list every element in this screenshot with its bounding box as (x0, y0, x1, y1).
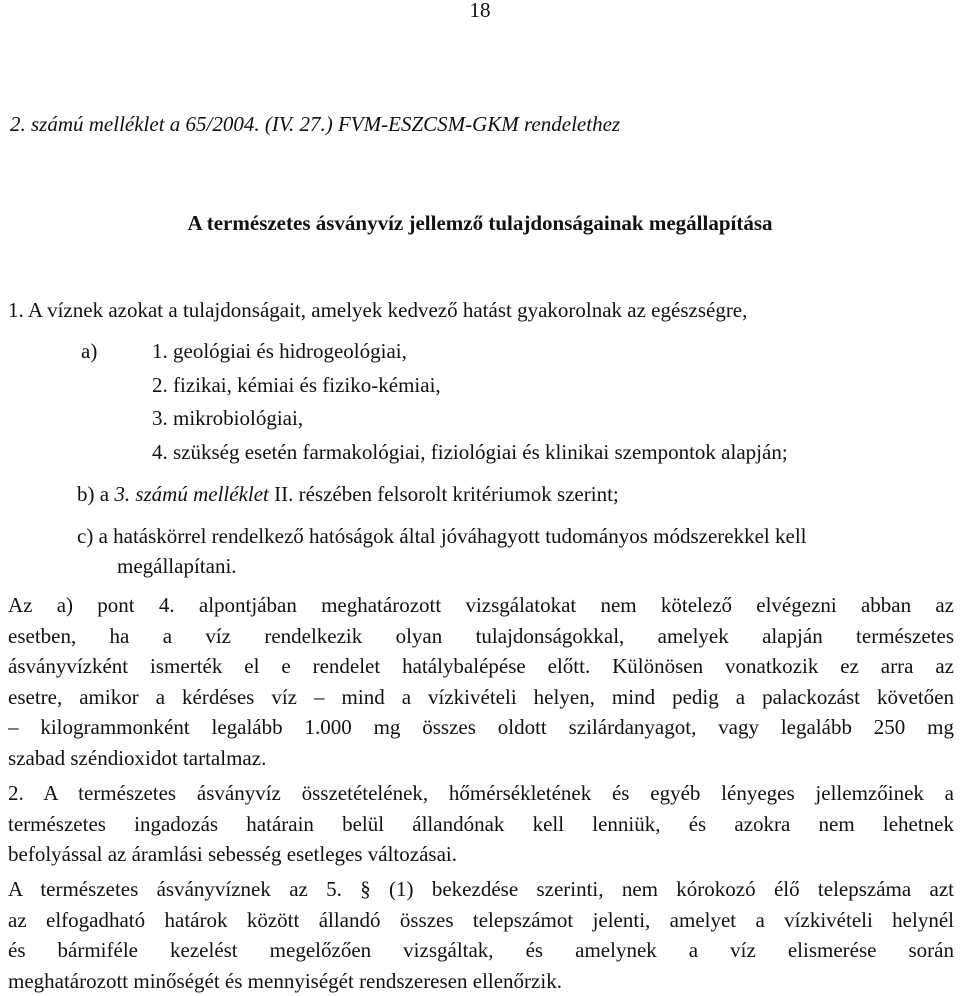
paragraph-line: szabad széndioxidot tartalmaz. (8, 745, 267, 770)
paragraph-line: esetben, ha a víz rendelkezik olyan tulajdonságokkal, amelyek alapján természetes (8, 623, 954, 648)
paragraph-az (8, 590, 954, 773)
list-a-item: 3. mikrobiológiai, (152, 406, 304, 430)
paragraph-line: befolyással az áramlási sebesség esetleges változásai. (8, 842, 457, 866)
annex-reference: 3. számú melléklet (114, 482, 269, 506)
paragraph-line: az elfogadható határok között állandó összes telepszámot jelenti, amelyet a vízkivételi helynél (8, 907, 954, 932)
paragraph-line: természetes ingadozás határain belül állandónak kell lenniük, és azokra nem lehetnek (8, 811, 954, 836)
section-2-paragraph (8, 778, 954, 870)
paragraph-line: meghatározott minőségét és mennyiségét rendszeresen ellenőrzik. (8, 968, 562, 993)
list-a-item: 1. geológiai és hidrogeológiai, (152, 339, 407, 363)
paragraph-line: – kilogrammonként legalább 1.000 mg összes oldott szilárdanyagot, vagy legalább 250 mg (8, 715, 954, 739)
list-item-c: c) a hatáskörrel rendelkező hatóságok által jóváhagyott tudományos módszerekkel kell (77, 524, 807, 548)
list-a-label: a) (81, 339, 98, 363)
paragraph-line: ásványvízként ismerték el e rendelet hatálybalépése előtt. Különösen vonatkozik ez arra az (8, 654, 954, 678)
paragraph-line: Az a) pont 4. alpontjában meghatározott vizsgálatokat nem kötelező elvégezni abban az (8, 593, 954, 617)
list-item-c-continuation: megállapítani. (117, 554, 237, 578)
paragraph-line: esetre, amikor a kérdéses víz – mind a vízkivételi helyen, mind pedig a palackozást követően (8, 684, 954, 709)
list-a-item: 2. fizikai, kémiai és fiziko-kémiai, (152, 373, 441, 397)
main-title: A természetes ásványvíz jellemző tulajdonságainak megállapítása (187, 211, 773, 235)
list-a-item: 4. szükség esetén farmakológiai, fiziológiai és klinikai szempontok alapján; (152, 440, 788, 464)
paragraph-line: 2. A természetes ásványvíz összetételének, hőmérsékletének és egyéb lényeges jellemzőinek a (8, 781, 954, 805)
colony-count-paragraph (8, 874, 954, 996)
paragraph-line: és bármiféle kezelést megelőzően vizsgáltak, és amelynek a víz elismerése során (8, 938, 954, 962)
page-number: 18 (469, 0, 491, 22)
paragraph-line: A természetes ásványvíznek az 5. § (1) bekezdése szerinti, nem kórokozó élő telepszáma azt (8, 877, 954, 901)
annex-title: 2. számú melléklet a 65/2004. (IV. 27.) FVM-ESZCSM-GKM rendelethez (10, 112, 621, 136)
list-item-b-suffix: II. részében felsorolt kritériumok szerint; (268, 482, 619, 506)
list-item-b (77, 482, 619, 507)
list-item-b-prefix: b) a (77, 482, 115, 506)
section-1-intro: 1. A víznek azokat a tulajdonságait, amelyek kedvező hatást gyakorolnak az egészségre, (8, 298, 748, 322)
